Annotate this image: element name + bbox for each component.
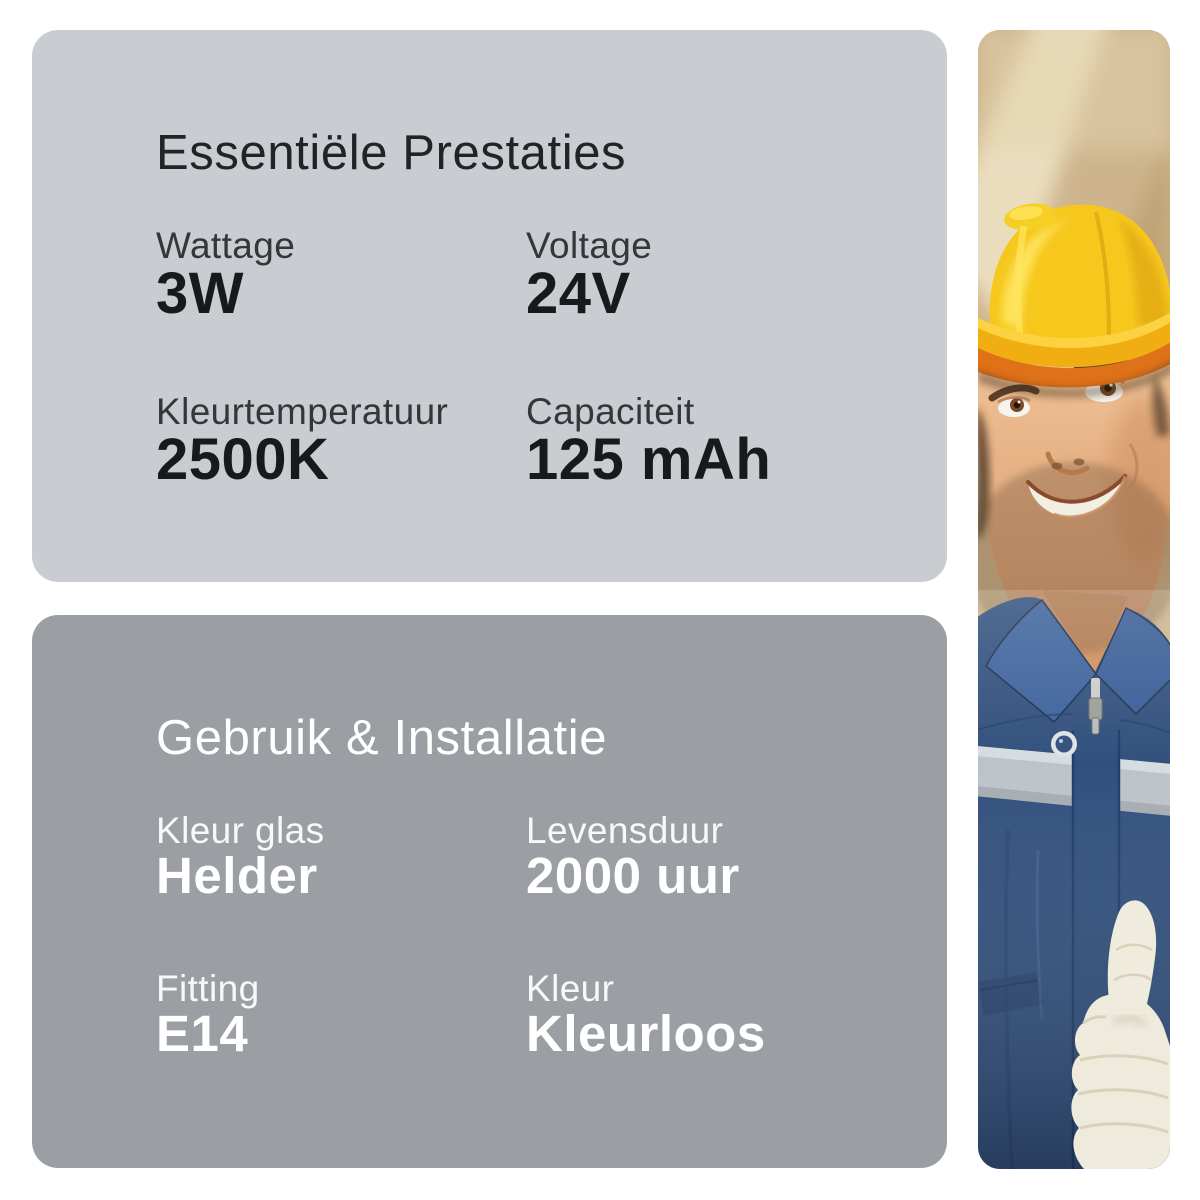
card-title-use-installation: Gebruik & Installatie	[156, 711, 608, 765]
spec-value: E14	[156, 1005, 249, 1063]
spec-glass-color	[156, 811, 526, 903]
spec-value: Helder	[156, 847, 318, 905]
spec-value: 24V	[526, 261, 631, 327]
card-title-essential-performance: Essentiële Prestaties	[156, 126, 627, 180]
spec-capacity	[526, 392, 907, 492]
spec-grid	[156, 226, 907, 492]
spec-label: Levensduur	[526, 809, 724, 851]
spec-color	[526, 969, 907, 1061]
spec-value: 2500K	[156, 426, 330, 492]
spec-value: 2000 uur	[526, 847, 740, 905]
spec-label: Kleur	[526, 968, 615, 1010]
worker-photo-illustration	[978, 30, 1170, 1169]
spec-label: Fitting	[156, 968, 260, 1010]
spec-value: 3W	[156, 261, 244, 327]
spec-value: 125 mAh	[526, 426, 772, 492]
spec-label: Wattage	[156, 224, 296, 266]
spec-label: Capaciteit	[526, 390, 695, 432]
spec-label: Kleurtemperatuur	[156, 390, 449, 432]
spec-color-temperature	[156, 392, 526, 492]
card-use-installation	[32, 615, 947, 1168]
card-essential-performance	[32, 30, 947, 582]
spec-label: Kleur glas	[156, 809, 325, 851]
spec-label: Voltage	[526, 224, 653, 266]
spec-grid	[156, 811, 907, 1062]
worker-photo	[978, 30, 1170, 1169]
spec-lifespan	[526, 811, 907, 903]
spec-value: Kleurloos	[526, 1005, 766, 1063]
spec-fitting	[156, 969, 526, 1061]
spec-wattage	[156, 226, 526, 326]
spec-voltage	[526, 226, 907, 326]
